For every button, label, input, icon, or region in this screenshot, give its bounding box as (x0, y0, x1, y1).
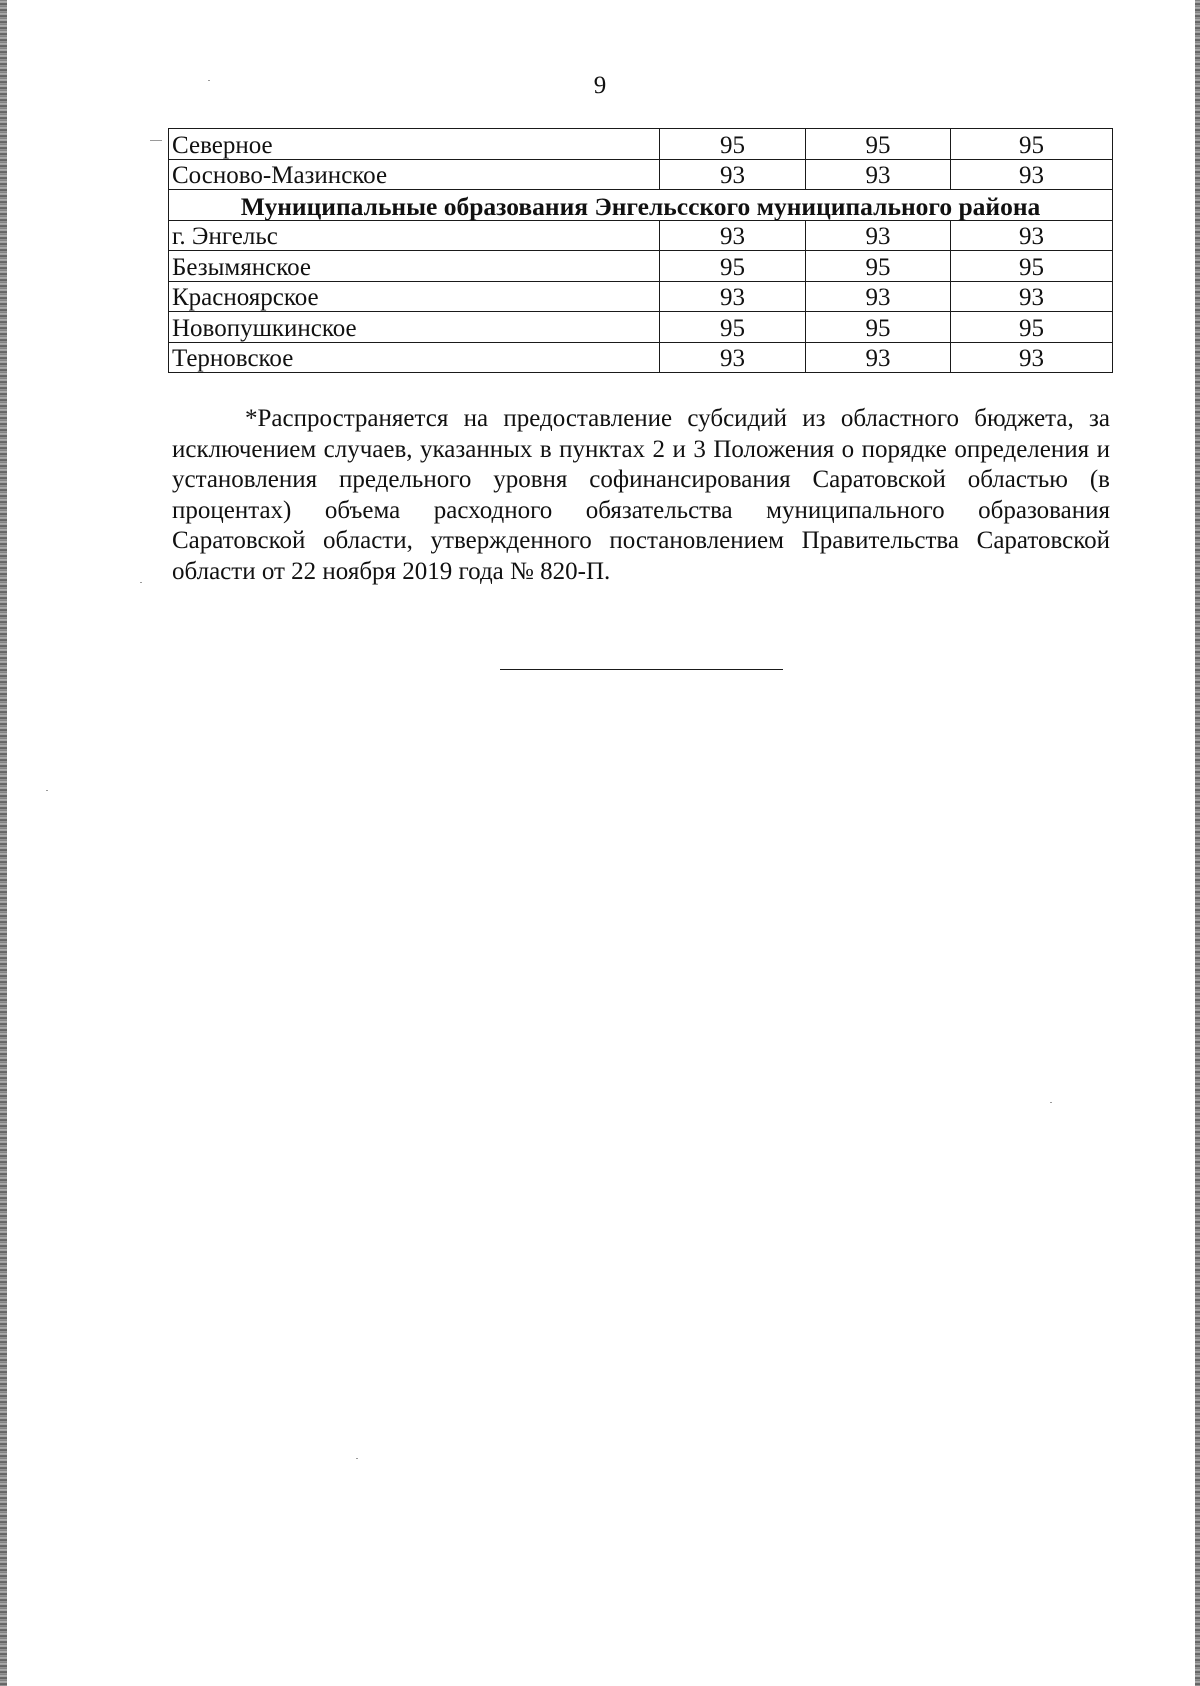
row-value: 93 (660, 342, 806, 373)
row-value: 93 (806, 281, 951, 312)
scan-speck (46, 790, 48, 791)
row-value: 95 (806, 251, 951, 282)
end-of-document-rule (500, 669, 783, 670)
row-value: 93 (806, 159, 951, 190)
page-number: 9 (593, 72, 607, 99)
footnote-paragraph: *Распространяется на предоставление субсидий из областного бюджета, за исключением случаев, указанных в пунктах 2 и 3 Положения о порядке определения и установления предельного уровня софинансирования Саратовской областью (в процентах) объема расходного обязательства муниципального образования Саратовской области, утвержденного постановлением Правительства Саратовской области от 22 ноября 2019 года № 820-П. (172, 405, 1110, 585)
table-row (169, 312, 1113, 343)
row-value: 95 (660, 251, 806, 282)
row-value: 93 (660, 281, 806, 312)
table-row (169, 281, 1113, 312)
row-value: 93 (951, 281, 1113, 312)
scan-speck (356, 1458, 358, 1459)
table-row (169, 129, 1113, 160)
row-name: Сосново-Мазинское (169, 159, 660, 190)
row-value: 93 (660, 159, 806, 190)
row-value: 93 (951, 220, 1113, 251)
row-name: г. Энгельс (169, 220, 660, 251)
row-name: Новопушкинское (169, 312, 660, 343)
row-name: Северное (169, 129, 660, 160)
subsidy-table (168, 128, 1113, 373)
row-value: 95 (660, 312, 806, 343)
row-value: 93 (806, 342, 951, 373)
table-row (169, 159, 1113, 190)
section-title: Муниципальные образования Энгельсского муниципального района (169, 190, 1113, 221)
scan-speck (208, 80, 210, 81)
row-value: 95 (951, 129, 1113, 160)
row-name: Терновское (169, 342, 660, 373)
row-name: Безымянское (169, 251, 660, 282)
scan-border-left (0, 0, 7, 1686)
scan-speck (1050, 1102, 1052, 1103)
scan-border-right (1195, 0, 1200, 1686)
row-value: 95 (806, 312, 951, 343)
row-value: 95 (951, 312, 1113, 343)
row-value: 93 (806, 220, 951, 251)
scan-speck (140, 582, 142, 583)
row-value: 95 (951, 251, 1113, 282)
table-row (169, 251, 1113, 282)
scan-speck (150, 140, 162, 141)
row-name: Красноярское (169, 281, 660, 312)
row-value: 95 (660, 129, 806, 160)
row-value: 93 (660, 220, 806, 251)
row-value: 95 (806, 129, 951, 160)
row-value: 93 (951, 159, 1113, 190)
row-value: 93 (951, 342, 1113, 373)
table-section-header (169, 190, 1113, 221)
table-row (169, 220, 1113, 251)
table-row (169, 342, 1113, 373)
